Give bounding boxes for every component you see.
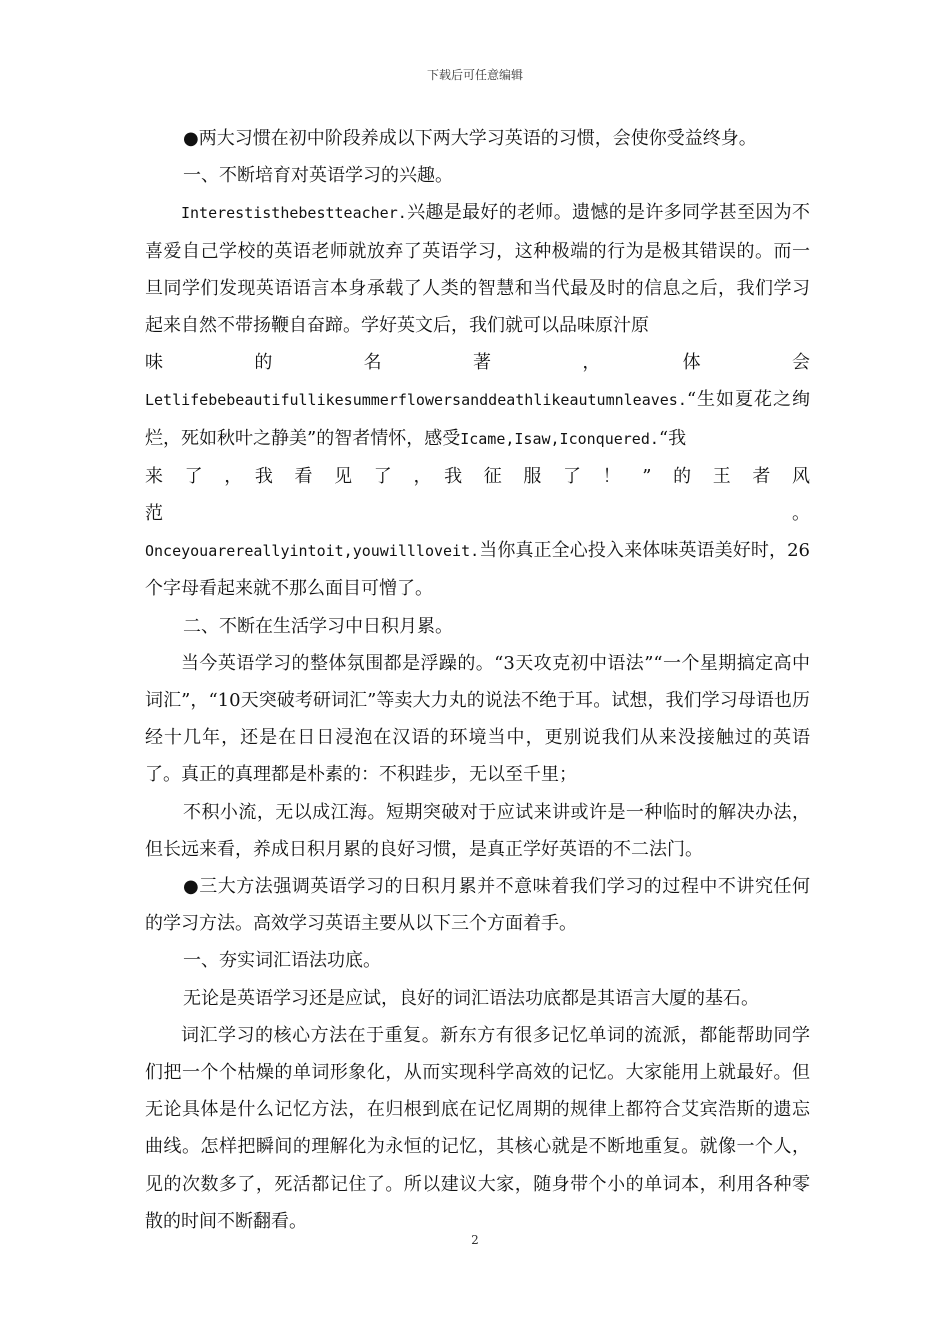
english-quote-interest: Interestisthebestteacher. bbox=[181, 204, 407, 223]
heading-accumulation: 二、不断在生活学习中日积月累。 bbox=[183, 615, 453, 637]
paragraph-accumulation-continued: 不积小流，无以成江海。短期突破对于应试来讲或许是一种临时的解决办法，但长远来看，养成日积月累的良好习惯，是真正学好英语的不二法门。 bbox=[145, 801, 810, 860]
heading-interest: 一、不断培育对英语学习的兴趣。 bbox=[183, 165, 453, 187]
quote-love-text: 当你真正全心投入来体味英语美好时，26个字母看起来就不那么面目可憎了。 bbox=[145, 540, 810, 600]
page-number: 2 bbox=[471, 1233, 479, 1247]
paragraph-vocabulary-method: 词汇学习的核心方法在于重复。新东方有很多记忆单词的流派，都能帮助同学们把一个个枯燥的单词形象化，从而实现科学高效的记忆。大家能用上就最好。但无论具体是什么记忆方法，在归根到底在记忆周期的规律上都符合艾宾浩斯的遗忘曲线。怎样把瞬间的理解化为永恒的记忆，其核心就是不断地重复。就像一个人，见的次数多了，死活都记住了。所以建议大家，随身带个小的单词本，利用各种零散的时间不断翻看。 bbox=[145, 1024, 810, 1232]
quote-life-text: “生如夏花之绚烂，死如秋叶之静美”的智者情怀，感受 bbox=[145, 389, 810, 449]
page-header: 下载后可任意编辑 bbox=[426, 68, 523, 82]
paragraph-interest bbox=[145, 194, 810, 344]
heading-vocabulary: 一、夯实词汇语法功底。 bbox=[183, 950, 381, 972]
english-quote-life: Letlifebebeautifullikesummerflowersanddeathlikeautumnleaves. bbox=[145, 391, 687, 410]
paragraph-interest-conquered-line: 来 了 ， 我 看 见 了 ， 我 征 服 了 ！ ” 的 王 者 风 范 。 bbox=[145, 465, 828, 525]
paragraph-accumulation: 当今英语学习的整体氛围都是浮躁的。“3天攻克初中语法”“一个星期搞定高中词汇”，“10天突破考研词汇”等卖大力丸的说法不绝于耳。试想，我们学习母语也历经十几年，还是在日日浸泡在汉语的环境当中，更别说我们从来没接触过的英语了。真正的真理都是朴素的：不积跬步，无以至千里； bbox=[145, 652, 810, 786]
paragraph-interest-spaced-line: 味 的 名 著 ， 体 会 bbox=[145, 352, 810, 374]
document-body bbox=[145, 120, 828, 1240]
paragraph-two-habits: ●两大习惯在初中阶段养成以下两大学习英语的习惯，会使你受益终身。 bbox=[183, 128, 757, 149]
paragraph-interest-text: 兴趣是最好的老师。遗憾的是许多同学甚至因为不喜爱自己学校的英语老师就放弃了英语学习，这种极端的行为是极其错误的。而一旦同学们发现英语语言本身承载了人类的智慧和当代最及时的信息之后，我们学习起来自然不带扬鞭自奋蹄。学好英文后，我们就可以品味原汁原 bbox=[145, 202, 810, 337]
paragraph-interest-quote-line bbox=[145, 381, 810, 457]
paragraph-interest-closing bbox=[145, 532, 810, 607]
english-quote-love: Onceyouarereallyintoit,youwillloveit. bbox=[145, 542, 480, 561]
paragraph-three-methods: ●三大方法强调英语学习的日积月累并不意味着我们学习的过程中不讲究任何的学习方法。高效学习英语主要从以下三个方面着手。 bbox=[145, 876, 810, 935]
quote-came-text: “我 bbox=[658, 427, 687, 449]
paragraph-vocabulary-foundation: 无论是英语学习还是应试，良好的词汇语法功底都是其语言大厦的基石。 bbox=[183, 987, 759, 1009]
english-quote-came: Icame,Isaw,Iconquered. bbox=[460, 429, 659, 448]
